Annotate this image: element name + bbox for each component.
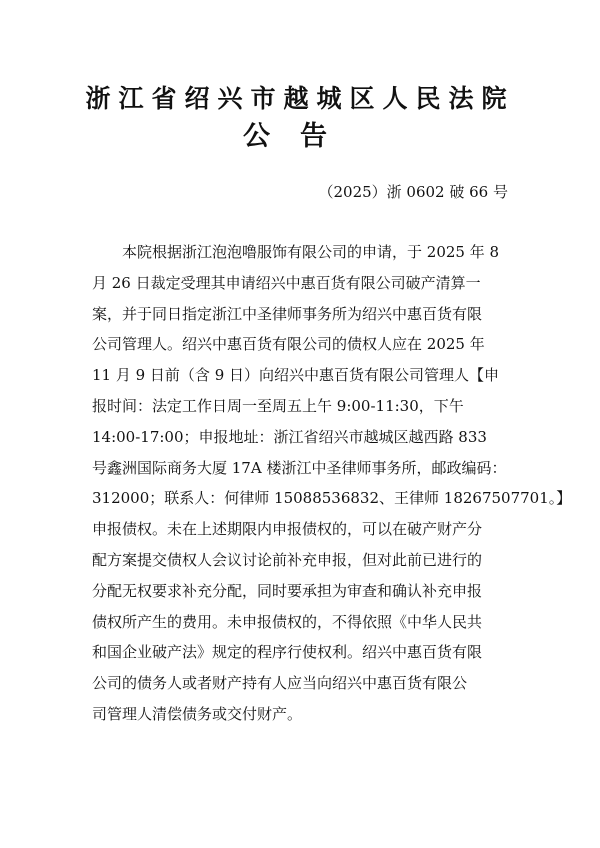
body-line: 号鑫洲国际商务大厦 17A 楼浙江中圣律师事务所，邮政编码： bbox=[92, 458, 507, 477]
body-line: 配方案提交债权人会议讨论前补充申报，但对此前已进行的 bbox=[92, 550, 483, 569]
body-line: 14:00-17:00；申报地址：浙江省绍兴市越城区越西路 833 bbox=[92, 427, 487, 446]
court-name-heading: 浙江省绍兴市越城区人民法院 bbox=[85, 84, 515, 113]
body-line: 公司管理人。绍兴中惠百货有限公司的债权人应在 2025 年 bbox=[92, 335, 485, 354]
notice-body bbox=[92, 237, 572, 730]
body-line: 分配无权要求补充分配，同时要承担为审查和确认补充申报 bbox=[92, 581, 483, 600]
body-line: 312000；联系人：何律师 15088536832、王律师 18267507701。】 bbox=[92, 489, 572, 508]
body-line: 案，并于同日指定浙江中圣律师事务所为绍兴中惠百货有限 bbox=[92, 304, 483, 323]
body-line: 本院根据浙江泡泡噜服饰有限公司的申请，于 2025 年 8 bbox=[92, 243, 500, 261]
body-line: 申报债权。未在上述期限内申报债权的，可以在破产财产分 bbox=[92, 520, 483, 539]
body-line: 公司的债务人或者财产持有人应当向绍兴中惠百货有限公 bbox=[92, 674, 468, 693]
body-line: 月 26 日裁定受理其申请绍兴中惠百货有限公司破产清算一 bbox=[92, 273, 481, 292]
body-line: 债权所产生的费用。未申报债权的，不得依照《中华人民共 bbox=[92, 612, 483, 631]
case-number: （2025）浙 0602 破 66 号 bbox=[318, 183, 508, 201]
body-line: 11 月 9 日前（含 9 日）向绍兴中惠百货有限公司管理人【申 bbox=[92, 366, 500, 385]
body-line: 司管理人清偿债务或交付财产。 bbox=[92, 704, 303, 723]
body-line: 报时间：法定工作日周一至周五上午 9:00-11:30，下午 bbox=[92, 396, 464, 415]
notice-title: 公告 bbox=[243, 121, 357, 152]
body-line: 和国企业破产法》规定的程序行使权利。绍兴中惠百货有限 bbox=[92, 643, 483, 662]
